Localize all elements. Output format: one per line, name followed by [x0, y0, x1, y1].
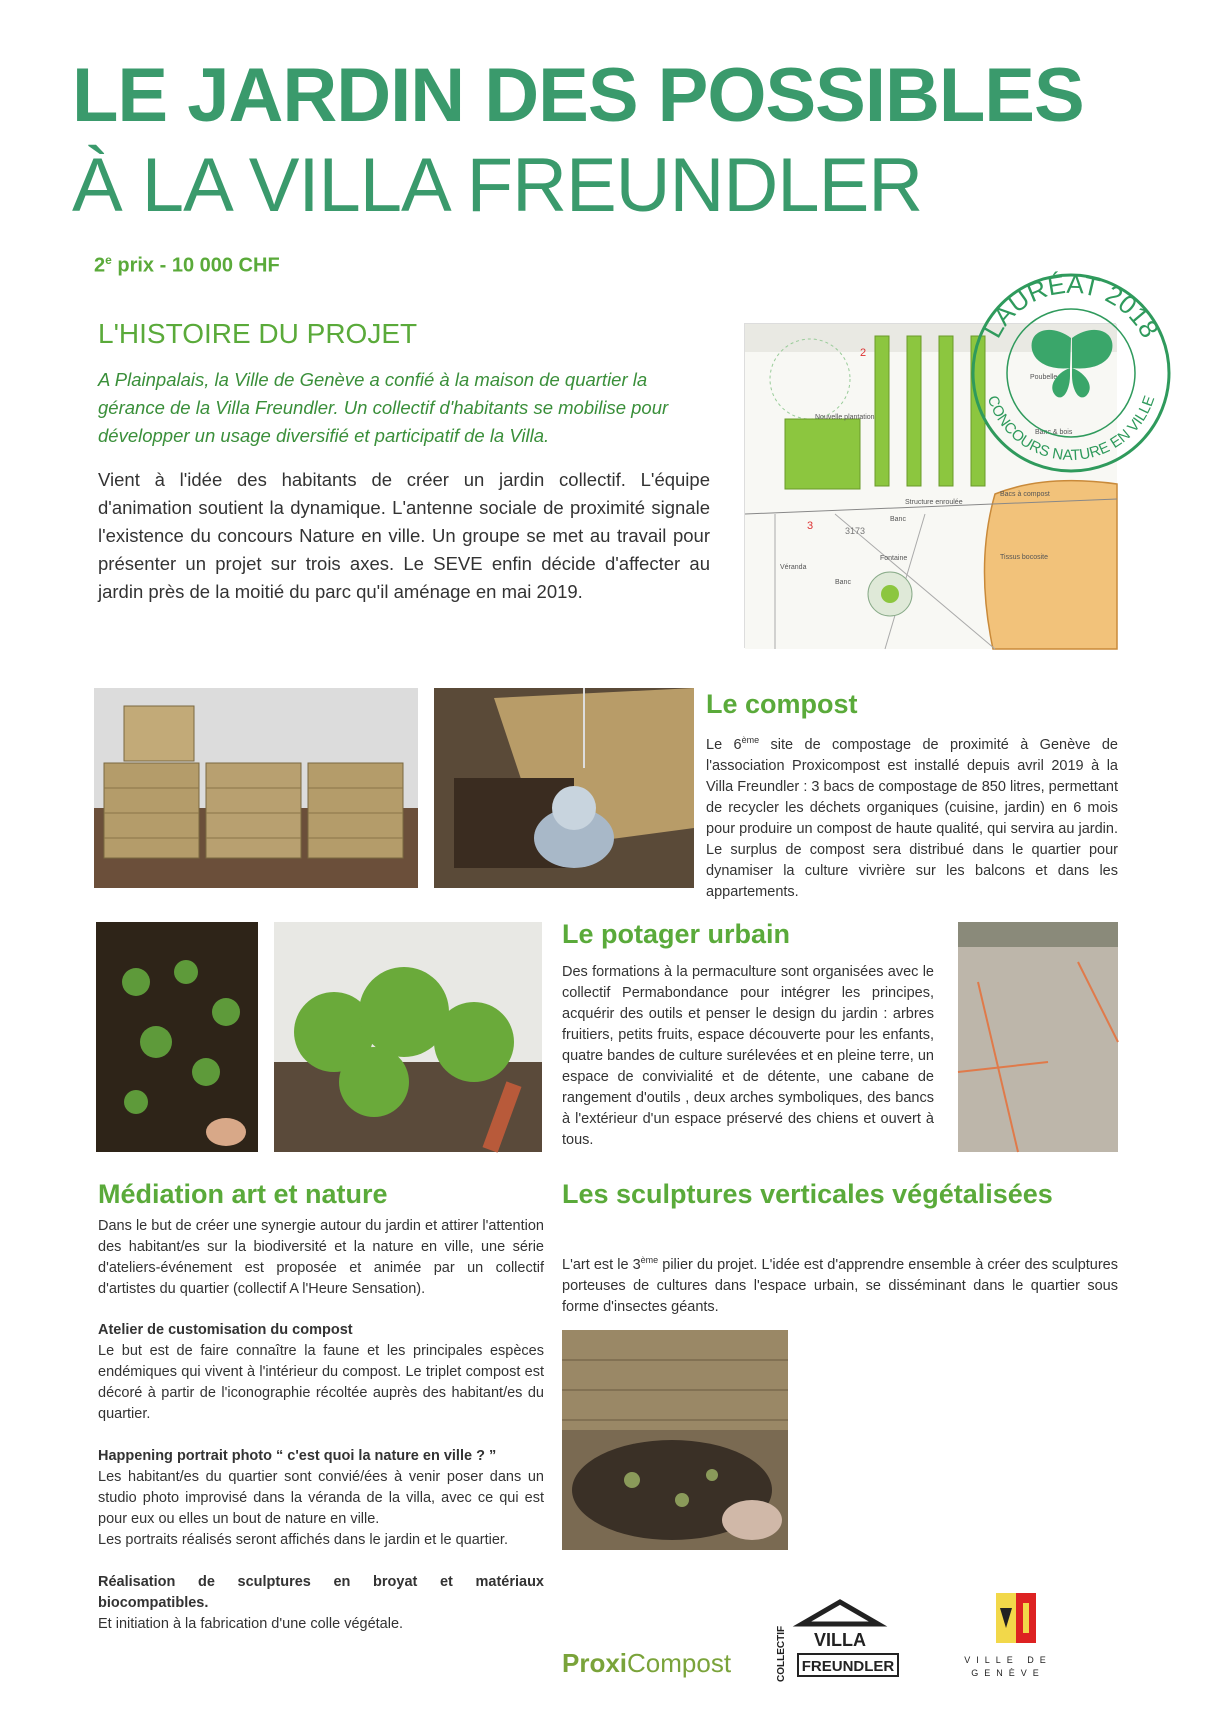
plan-label-tissus: Tissus bocosite [1000, 554, 1048, 561]
stamp-bottom-text: CONCOURS NATURE EN VILLE [983, 393, 1159, 465]
ville-line2: GENÈVE [971, 1668, 1045, 1678]
prize-label [94, 253, 280, 278]
plan-label-banc-bois: Banc & bois [1035, 429, 1073, 436]
plan-orange-zone [984, 481, 1117, 649]
key-icon [1023, 1603, 1029, 1633]
plan-label-banc2: Banc [835, 579, 851, 586]
plan-bed-square [785, 419, 860, 489]
plan-label-plantation: Nouvelle plantation [815, 414, 875, 421]
compost-sup: ème [741, 735, 760, 745]
proxicompost-logo-a: Proxi [562, 1648, 628, 1678]
compost-child-photo [434, 688, 694, 888]
mediation-item1-text: Le but est de faire connaître la faune et les principales espèces endémiques qui vivent à l'intérieur du compost. Le triplet compost est décoré à partir de l'iconographie récoltée auprès des habitant/es du quartier. [98, 1343, 544, 1422]
compost-inside-photo [562, 1330, 788, 1550]
villa-line2: FREUNDLER [801, 1658, 895, 1675]
sculptures-text-b: pilier du projet. L'idée est d'apprendre ensemble à créer des sculptures porteuses de cultures dans l'espace urbain, se disséminant dans le quartier sous forme d'insectes géants. [562, 1256, 1118, 1315]
villa-freundler-logo [776, 1596, 900, 1686]
mediation-intro: Dans le but de créer une synergie autour du jardin et attirer l'attention des habitant/es sur la biodiversité et la nature en ville, une série d'ateliers-événement est proposée et animée par un collectif d'artistes du quartier (collectif A l'Heure Sensation). [98, 1218, 544, 1297]
squash-plants-photo [274, 922, 542, 1152]
laureat-stamp [966, 268, 1176, 478]
plan-label-fontaine: Fontaine [880, 555, 908, 562]
potager-heading: Le potager urbain [562, 919, 791, 949]
sculptures-text-a: L'art est le 3 [562, 1256, 641, 1273]
plan-bed-2 [907, 336, 921, 486]
prize-sup: e [105, 253, 112, 267]
mediation-item2-text2: Les portraits réalisés seront affichés dans le jardin et le quartier. [98, 1532, 508, 1548]
plan-label-bacs: Bacs à compost [1000, 491, 1050, 498]
sculptures-heading: Les sculptures verticales végétalisées [562, 1179, 1053, 1209]
stamp-top-text: LAURÉAT 2018 [977, 268, 1165, 343]
proxicompost-logo [562, 1648, 731, 1679]
seedlings-photo [96, 922, 258, 1152]
sculptures-sup: ème [640, 1255, 659, 1265]
plan-label-parcelle: 3173 [845, 526, 866, 536]
mediation-item3-title: Réalisation de sculptures en broyat et matériaux biocompatibles. [98, 1574, 544, 1611]
histoire-intro: A Plainpalais, la Ville de Genève a confié à la maison de quartier la gérance de la Villa Freundler. Un collectif d'habitants se mobilise pour développer un usage diversifié et participatif de la Villa. [98, 369, 669, 446]
prize-ordinal: 2 [94, 254, 106, 277]
mediation-item3-text: Et initiation à la fabrication d'une colle végétale. [98, 1616, 404, 1632]
compost-text-a: Le 6 [706, 736, 742, 753]
villa-collectif-text: COLLECTIF [776, 1625, 787, 1682]
plan-number-2: 2 [860, 347, 867, 359]
compost-bins-photo [94, 688, 418, 888]
ville-geneve-logo [926, 1588, 1086, 1688]
mediation-item2-title: Happening portrait photo “ c'est quoi la nature en ville ? ” [98, 1448, 497, 1464]
potager-body: Des formations à la permaculture sont organisées avec le collectif Permabondance pour intégrer les principes, acquérir des outils et penser le design du jardin : arbres fruitiers, petits fruits, espace découverte pour les enfants, quatre bandes de culture surélevées et en pleine terre, un espace de convivialité et de détente, une cabane de rangement d'outils , deux arches symboliques, des bancs à l'extérieur d'un espace préservé des chiens et ouvert à tous. [562, 964, 934, 1148]
stamp-inner-ring [1007, 309, 1135, 437]
plan-bed-1 [875, 336, 889, 486]
prize-amount: prix - 10 000 CHF [111, 254, 280, 277]
proxicompost-logo-b: Compost [627, 1648, 732, 1678]
histoire-body: Vient à l'idée des habitants de créer un jardin collectif. L'équipe d'animation soutient la dynamique. L'antenne sociale de proximité signale l'existence du concours Nature en ville. Un groupe se met au travail pour présenter un projet sur trois axes. Le SEVE enfin décide d'affecter au jardin près de la moitié du parc qu'il aménage en mai 2019. [98, 469, 710, 602]
plan-label-banc1: Banc [890, 516, 906, 523]
compost-body [706, 730, 1118, 903]
plan-bed-3 [939, 336, 953, 486]
sculptures-body [562, 1250, 1118, 1318]
page-title-line2: À LA VILLA FREUNDLER [72, 143, 923, 228]
plan-label-poubelle: Poubelle [1030, 374, 1058, 381]
page-title-line1: LE JARDIN DES POSSIBLES [72, 53, 1084, 138]
mediation-item1-title: Atelier de customisation du compost [98, 1322, 353, 1338]
ville-line1: VILLE DE [964, 1655, 1052, 1665]
gravel-ground-photo [958, 922, 1118, 1152]
plan-label-veranda: Véranda [780, 564, 807, 571]
mediation-item2-text: Les habitant/es du quartier sont convié/ées à venir poser dans un studio photo improvisé dans la véranda de la villa, avec ce qui est pour eux ou elles un bout de nature en ville. [98, 1469, 544, 1527]
butterfly-icon [1032, 330, 1113, 398]
plan-fountain-core [881, 585, 899, 603]
plan-number-3: 3 [807, 520, 814, 532]
plan-label-structure: Structure enroulée [905, 499, 963, 506]
histoire-heading: L'HISTOIRE DU PROJET [98, 318, 418, 349]
compost-heading: Le compost [706, 689, 858, 719]
compost-text-b: site de compostage de proximité à Genève de l'association Proxicompost est installé depuis avril 2019 à la Villa Freundler : 3 bacs de compostage de 850 litres, permettant de recycler les déchets organiques (cuisine, jardin) en 6 mois pour produire un compost de haute qualité, qui servira au jardin. Le surplus de compost sera distribué dans le quartier pour dynamiser la culture vivrière sur les balcons et dans les appartements. [706, 736, 1118, 900]
villa-line1: VILLA [814, 1630, 866, 1650]
mediation-heading: Médiation art et nature [98, 1179, 388, 1209]
villa-roof-icon [802, 1602, 878, 1624]
